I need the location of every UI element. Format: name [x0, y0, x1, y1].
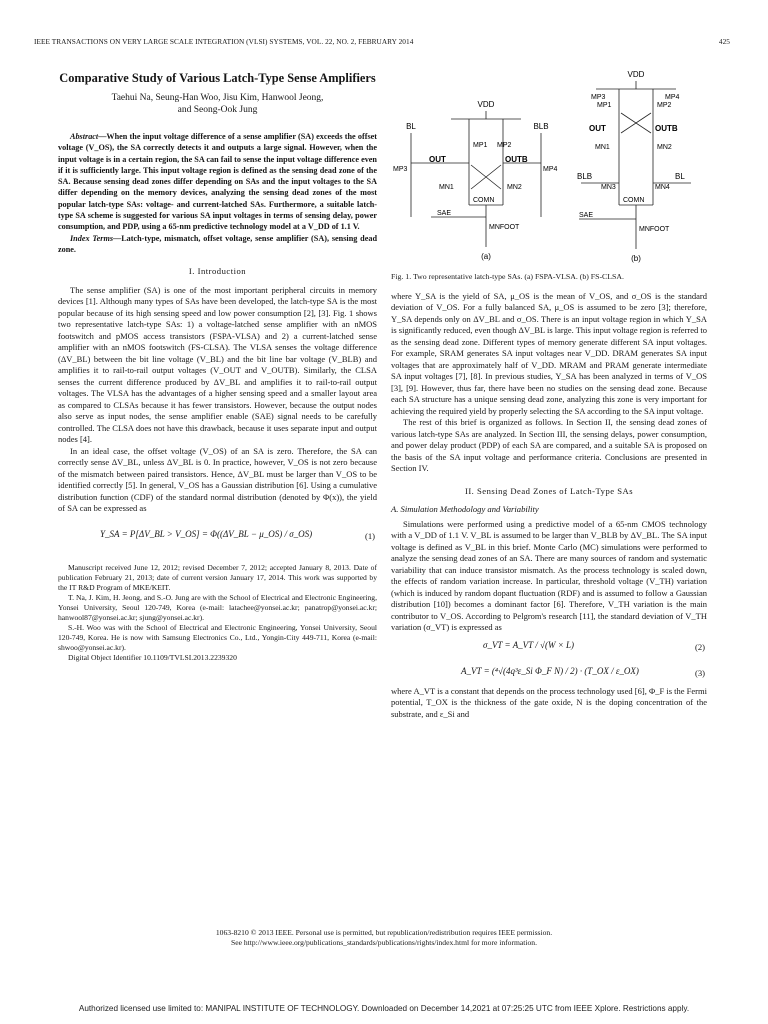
- index-terms-text: Latch-type, mismatch, offset voltage, sense amplifier (SA), sensing dead zone.: [58, 233, 377, 254]
- figure-caption: Fig. 1. Two representative latch-type SAs. (a) FSPA-VLSA. (b) FS-CLSA.: [391, 272, 624, 281]
- a-mp1-label: MP1: [473, 142, 488, 149]
- figure-1-circuits: [391, 67, 707, 267]
- a-mn1-label: MN1: [439, 184, 454, 191]
- right-paragraph-1: where Y_SA is the yield of SA, μ_OS is the mean of V_OS, and σ_OS is the standard deviation of V_OS. For a fully balanced SA, μ_OS is assumed to be zero [3]; therefore, Y_SA depends only on ΔV_BL and σ_OS. There is an input voltage region in which Y_SA is significantly reduced, even though ΔV_BL is large. This input voltage region is referred to as the sensing dead zone. Different types of memory generate different SA input voltages. For example, SRAM generates SA input voltages near V_DD. DRAM generates SA input voltages that are approximately half of V_DD. MRAM and PRAM generate intermediate SA input voltages [7], [8]. In previous studies, Y_SA has been analyzed in terms of V_OS [3], [9]. However, thus far, there have been no studies on the sensing dead zone. Because each SA structure has a unique sensing dead zone, analyzing this zone is very important for achieving the required yield by properly selecting the SA according to the SA input voltage.: [391, 290, 707, 416]
- b-sae-label: SAE: [579, 212, 594, 219]
- b-comn-label: COMN: [623, 197, 645, 204]
- b-mp2-label: MP2: [657, 102, 672, 109]
- right-column: [391, 67, 707, 720]
- b-mn1-label: MN1: [595, 144, 610, 151]
- a-outb-label: OUTB: [505, 155, 528, 164]
- copyright-line-2: See http://www.ieee.org/publications_standards/publications/rights/index.html for more information.: [230, 938, 537, 947]
- a-sublabel: (a): [481, 252, 491, 261]
- authorization-footer: Authorized licensed use limited to: MANIPAL INSTITUTE OF TECHNOLOGY. Downloaded on December 14,2021 at 07:25:25 UTC from IEEE Xplore. Restrictions apply.: [78, 1004, 690, 1013]
- equation-3-body: A_VT = (⁴√(4q³ε_Si Φ_F N) / 2) · (T_OX / ε_OX): [461, 665, 639, 676]
- a-out-label: OUT: [429, 155, 446, 164]
- copyright-line-1: 1063-8210 © 2013 IEEE. Personal use is permitted, but republication/redistribution requires IEEE permission.: [215, 928, 553, 937]
- b-bl-label: BL: [675, 172, 685, 181]
- equation-3-number: (3): [694, 667, 705, 678]
- abstract: Abstract—When the input voltage difference of a sense amplifier (SA) exceeds the offset voltage (V_OS), the SA correctly detects it and outputs a large signal. However, when the input voltage is in a certain region, the SA can fail to sense the input voltage difference even if it is sufficiently large. This input voltage region is defined as the sensing dead zone of the SA. Because sensing dead zones differ depending on SAs and the input voltages to the SA differ depending on the memory devices, analyzing the sensing dead zones of the most popular latch-type SAs: voltage- and current-latched SAs. Furthermore, a suitable latch-type SA scheme is suggested for various SA input voltages in terms of sensing delay, power consumption, and PDP, using a 65-nm predictive technology model at a V_DD of 1.1 V.: [58, 132, 377, 232]
- b-mn3-label: MN3: [601, 184, 616, 191]
- authors-line-2: and Seong-Ook Jung: [177, 105, 258, 115]
- intro-paragraph-2: In an ideal case, the offset voltage (V_OS) of an SA is zero. Therefore, the SA can correctly sense ΔV_BL, unless ΔV_BL is 0. In practice, however, V_OS is not zero because of the mismatch between paired transistors. Hence, ΔV_BL must be larger than V_OS to be identified correctly [5]. In general, V_OS has a Gaussian distribution [6]. Using a cumulative distribution function (CDF) of the standard normal distribution (denoted by Φ(x)), the yield of SA can be expressed as: [58, 445, 377, 514]
- b-vdd-label: VDD: [627, 70, 645, 79]
- index-terms-label: Index Terms: [70, 233, 114, 243]
- equation-1: [58, 521, 377, 553]
- a-sae-label: SAE: [437, 210, 452, 217]
- abstract-label: Abstract: [70, 132, 99, 141]
- a-comn-label: COMN: [473, 197, 495, 204]
- page-number: 425: [718, 37, 730, 46]
- circuit-a: [393, 100, 558, 261]
- footnote-manuscript: Manuscript received June 12, 2012; revised December 7, 2012; accepted January 8, 2013. Date of publication February 21, 2013; date of current version January 17, 2014. This work was supported by the IT R&D Program of MKE/KEIT.: [58, 562, 377, 592]
- equation-2: [391, 634, 707, 660]
- section-heading-2: II. Sensing Dead Zones of Latch-Type SAs: [464, 485, 634, 496]
- footnote-affiliation-1: T. Na, J. Kim, H. Jeong, and S.-O. Jung are with the School of Electrical and Electronic Engineering, Yonsei University, Seoul 120-749, Korea (e-mail: latachee@yonsei.ac.kr; panatrop@yonsei.ac.kr; hanwool87@yonsei.ac.kr; sjung@yonsei.ac.kr).: [58, 592, 377, 622]
- authors-line-1: Taehui Na, Seung-Han Woo, Jisu Kim, Hanwool Jeong,: [111, 93, 324, 103]
- b-mp3-label: MP3: [591, 94, 606, 101]
- b-mp4-label: MP4: [665, 94, 680, 101]
- section-2-paragraph-2: where A_VT is a constant that depends on the process technology used [6], Φ_F is the Fermi potential, T_OX is the thickness of the gate oxide, N is the doping concentration of the substrate, and ε_Si and: [391, 685, 707, 719]
- abstract-text: When the input voltage difference of a sense amplifier (SA) exceeds the offset voltage (V_OS), the SA correctly detects it and outputs a large signal. However, when the input voltage is in a certain region, the SA can fail to sense the input voltage difference even if it is sufficiently large. This input voltage region is defined as the sensing dead zone of the SA. Because sensing dead zones differ depending on SAs and the input voltages to the SA differ depending on the memory devices, analyzing the sensing dead zones of the most popular latch-type SAs: voltage- and current-latched SAs. Furthermore, a suitable latch-type SA scheme is suggested for various SA input voltages in terms of sensing delay, power consumption, and PDP, using a 65-nm predictive technology model at a V_DD of 1.1 V.: [58, 132, 377, 232]
- a-bl-label: BL: [406, 122, 416, 131]
- b-outb-label: OUTB: [655, 124, 678, 133]
- right-paragraph-2: The rest of this brief is organized as follows. In Section II, the sensing dead zones of various latch-type SAs are analyzed. In Section III, the sensing delays, power consumption, and power delay product (PDP) of each SA are compared, and a suitable SA is proposed on the basis of the SA input voltage and performance criteria. Conclusions are presented in Section IV.: [391, 417, 707, 473]
- index-terms: Index Terms—Latch-type, mismatch, offset voltage, sense amplifier (SA), sensing dead zone.: [58, 233, 377, 254]
- figure-1: [391, 67, 707, 267]
- paper-title: Comparative Study of Various Latch-Type Sense Amplifiers: [59, 71, 376, 85]
- copyright-notice: [0, 928, 768, 948]
- running-header: [34, 37, 730, 49]
- footnote: [58, 563, 377, 663]
- a-mp3-label: MP3: [393, 166, 408, 173]
- b-mn4-label: MN4: [655, 184, 670, 191]
- equation-1-number: (1): [364, 530, 375, 541]
- b-mnfoot-label: MNFOOT: [639, 226, 670, 233]
- section-2-paragraph-1: Simulations were performed using a predictive model of a 65-nm CMOS technology with a V_DD of 1.1 V. V_BL is assumed to be larger than V_BLB by ΔV_BL. The SA input voltage is defined as V_BL in this brief. Monte Carlo (MC) simulations were performed to analyze the sensing dead zones of an SA. There are many sources of random and systematic variability that can induce transistor mismatch. As the process technology is scaled down, the effects of random variation increase. In particular, threshold voltage (V_TH) variation (which is induced by random dopant fluctuation (RDF) and is assumed to follow a Gaussian distribution [10]) becomes a dominant factor [6]. Therefore, V_TH variation is the main contributor to V_OS. According to Pelgrom's research [11], the standard deviation of V_TH variation (σ_VT) is expressed as: [391, 518, 707, 632]
- a-mp4-label: MP4: [543, 166, 558, 173]
- a-vdd-label: VDD: [477, 100, 495, 109]
- a-mp2-label: MP2: [497, 142, 512, 149]
- equation-2-number: (2): [694, 641, 705, 652]
- b-mp1-label: MP1: [597, 102, 612, 109]
- subsection-heading-2a: A. Simulation Methodology and Variability: [391, 504, 539, 514]
- a-mn2-label: MN2: [507, 184, 522, 191]
- equation-2-body: σ_VT = A_VT / √(W × L): [483, 639, 575, 650]
- left-column: [58, 67, 377, 663]
- footnote-doi: Digital Object Identifier 10.1109/TVLSI.2013.2239320: [68, 652, 237, 662]
- authors: [58, 92, 377, 116]
- b-sublabel: (b): [631, 254, 641, 263]
- journal-line: IEEE TRANSACTIONS ON VERY LARGE SCALE INTEGRATION (VLSI) SYSTEMS, VOL. 22, NO. 2, FEBRUARY 2014: [34, 37, 414, 46]
- b-out-label: OUT: [589, 124, 606, 133]
- equation-3: [391, 660, 707, 686]
- a-blb-label: BLB: [533, 122, 549, 131]
- footnote-affiliation-2: S.-H. Woo was with the School of Electrical and Electronic Engineering, Yonsei University, Seoul 120-749, Korea. He is now with Samsung Electronics Co., Ltd., Yongin-City 449-711, Korea (e-mail: shwoo@yonsei.ac.kr).: [58, 622, 377, 652]
- circuit-b: [577, 70, 691, 263]
- section-heading-introduction: I. Introduction: [188, 266, 247, 277]
- b-mn2-label: MN2: [657, 144, 672, 151]
- equation-1-body: Y_SA = P[ΔV_BL > V_OS] = Φ((ΔV_BL − μ_OS) / σ_OS): [100, 528, 313, 539]
- b-blb-label: BLB: [577, 172, 593, 181]
- intro-paragraph-1: The sense amplifier (SA) is one of the most important peripheral circuits in memory devices [1]. Although many types of SAs have been developed, the latch-type SA is the most popular because of its high sensing speed and low power consumption [2], [3]. Fig. 1 shows two representative latch-type SAs: 1) a voltage-latched sense amplifier with an nMOS footswitch and pMOS access transistors (FSPA-VLSA) and 2) a current-latched sense amplifier with an nMOS footswitch (FS-CLSA). The VLSA senses the voltage difference (ΔV_BL) between the bit line voltage (V_BL) and the bit line bar voltage (V_BLB) and amplifies it to rail-to-rail output voltages (V_OUT and V_OUTB). Similarly, the CLSA senses the current difference produced by ΔV_BL and amplifies it to rail-to-rail output voltages. The VLSA has the advantages of a higher sensing speed and a smaller layout area as compared to CLSAs because it has fewer transistors. However, because the output nodes also serve as input nodes, the sense amplifier enable (SAE) signal needs to be carefully controlled. The CLSA does not have this drawback, because it uses separate input and output nodes [4].: [58, 284, 377, 445]
- a-mnfoot-label: MNFOOT: [489, 224, 520, 231]
